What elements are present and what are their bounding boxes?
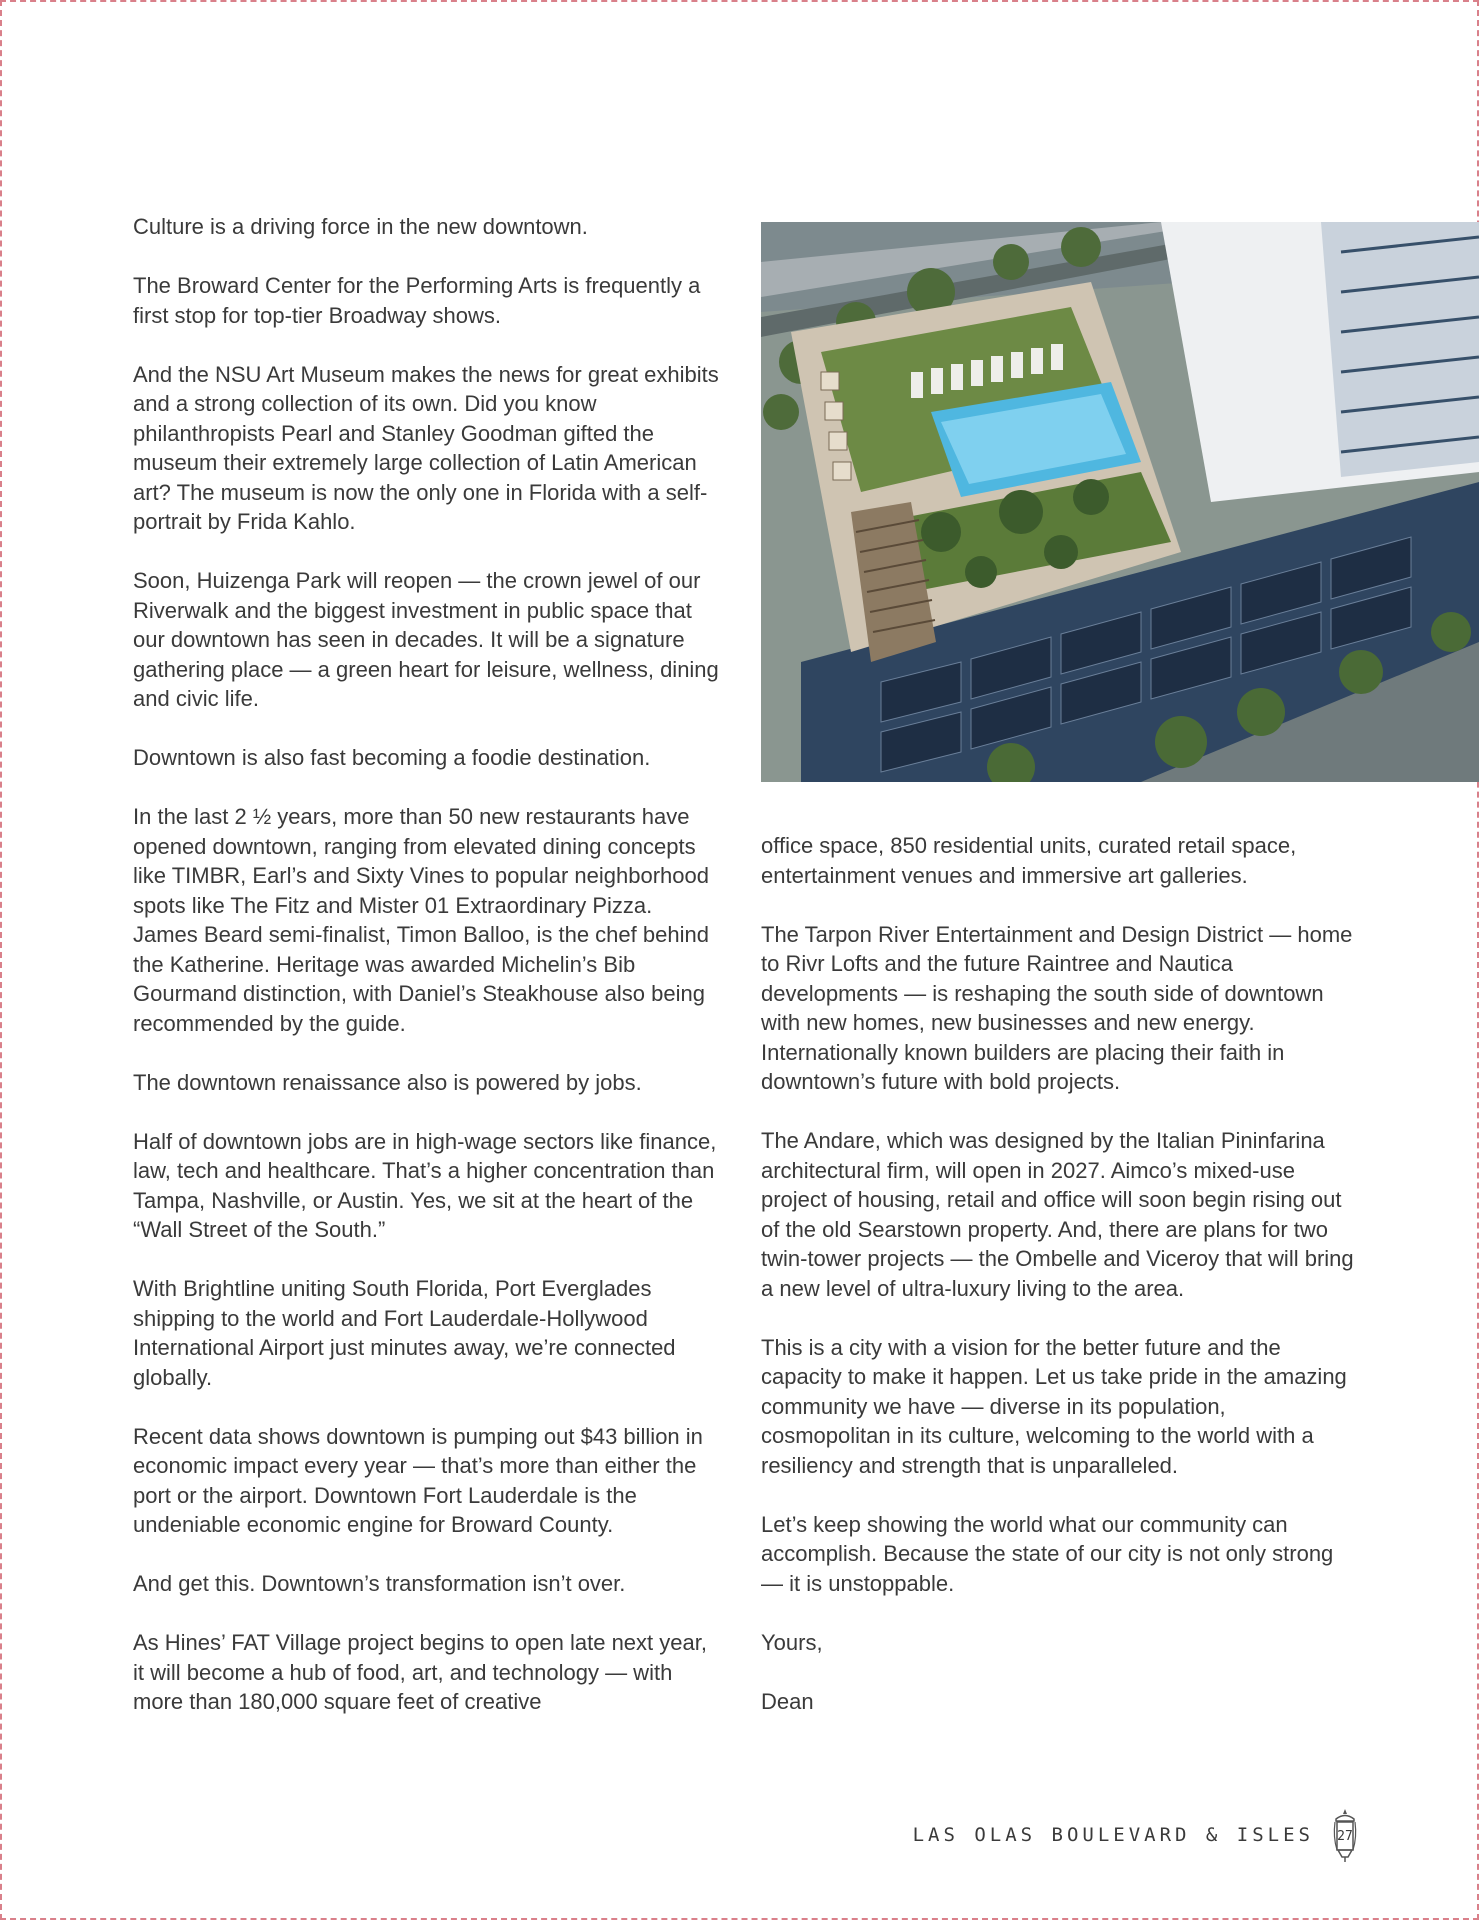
tower-rooftop-rendering: [761, 222, 1479, 782]
paragraph: And get this. Downtown’s transformation isn’t over.: [133, 1571, 626, 1596]
paragraph: Soon, Huizenga Park will reopen — the crown jewel of our Riverwalk and the biggest investment in public space that our downtown has seen in decades. It will be a signature gathering place — a green heart for leisure, wellness, dining and civic life.: [133, 568, 719, 711]
signature: Dean: [761, 1688, 814, 1714]
paragraph: Let’s keep showing the world what our community can accomplish. Because the state of our city is not only strong — it is unstoppable.: [761, 1511, 1334, 1596]
article-column-right: [761, 831, 1361, 1746]
paragraph: The Broward Center for the Performing Arts is frequently a first stop for top-tier Broadway shows.: [133, 273, 701, 328]
page-number: 27: [1337, 1829, 1353, 1844]
paragraph: This is a city with a vision for the better future and the capacity to make it happen. Let us take pride in the amazing community we have — diverse in its population, cosmopolitan in its culture, welcoming to the world with a resiliency and strength that is unparalleled.: [761, 1334, 1347, 1478]
paragraph: Half of downtown jobs are in high-wage sectors like finance, law, tech and healthcare. That’s a higher concentration than Tampa, Nashville, or Austin. Yes, we sit at the heart of the “Wall Street of the South.”: [133, 1128, 717, 1242]
paragraph: The Andare, which was designed by the Italian Pininfarina architectural firm, will open in 2027. Aimco’s mixed-use project of housing, retail and office will soon begin rising out of the old Searstown property. And, there are plans for two twin-tower projects — the Ombelle and Viceroy that will bring a new level of ultra-luxury living to the area.: [761, 1128, 1354, 1301]
publication-name: LAS OLAS BOULEVARD & ISLES: [912, 1824, 1314, 1846]
paragraph: Recent data shows downtown is pumping out $43 billion in economic impact every year — that’s more than either the port or the airport. Downtown Fort Lauderdale is the undeniable economic engine for Broward County.: [133, 1423, 703, 1537]
paragraph: Culture is a driving force in the new downtown.: [133, 214, 588, 239]
paragraph: office space, 850 residential units, curated retail space, entertainment venues and immersive art galleries.: [761, 833, 1297, 888]
paragraph: With Brightline uniting South Florida, Port Everglades shipping to the world and Fort Lauderdale-Hollywood International Airport just minutes away, we’re connected globally.: [133, 1276, 676, 1390]
paragraph: The Tarpon River Entertainment and Design District — home to Rivr Lofts and the future Raintree and Nautica developments — is reshaping the south side of downtown with new homes, new businesses and new energy. Internationally known builders are placing their faith in downtown’s future with bold projects.: [761, 921, 1353, 1094]
paragraph: The downtown renaissance also is powered by jobs.: [133, 1069, 642, 1095]
paragraph: In the last 2 ½ years, more than 50 new restaurants have opened downtown, ranging from elevated dining concepts like TIMBR, Earl’s and Sixty Vines to popular neighborhood spots like The Fitz and Mister 01 Extraordinary Pizza. James Beard semi-finalist, Timon Balloo, is the chef behind the Katherine. Heritage was awarded Michelin’s Bib Gourmand distinction, with Daniel’s Steakhouse also being recommended by the guide.: [133, 804, 709, 1036]
article-column-left: [133, 212, 723, 1746]
paragraph: Downtown is also fast becoming a foodie destination.: [133, 745, 651, 770]
paragraph: As Hines’ FAT Village project begins to open late next year, it will become a hub of food, art, and technology — with more than 180,000 square feet of creative: [133, 1630, 707, 1714]
rendering-illustration: [761, 222, 1479, 782]
paragraph: Yours,: [761, 1629, 823, 1655]
paragraph: And the NSU Art Museum makes the news for great exhibits and a strong collection of its own. Did you know philanthropists Pearl and Stanley Goodman gifted the museum their extremely large collection of Latin American art? The museum is now the only one in Florida with a self-portrait by Frida Kahlo.: [133, 361, 719, 534]
